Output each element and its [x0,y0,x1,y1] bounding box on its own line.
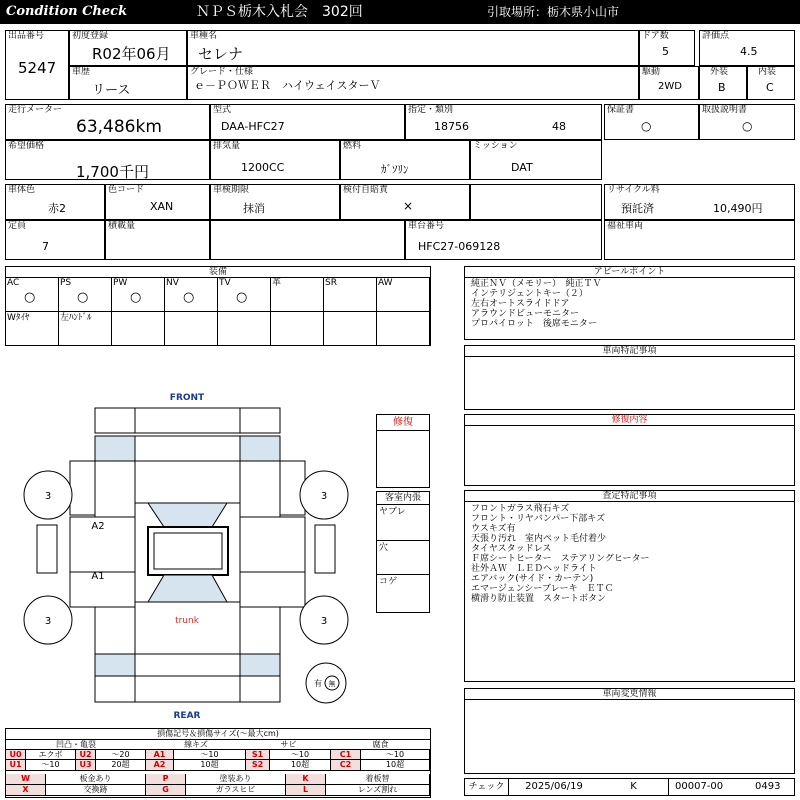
mission-value: DAT [511,161,533,174]
tire-fl-value: 3 [44,491,52,502]
warranty-cell [604,104,699,140]
legend-text: 20超 [96,760,146,770]
legend-code: K [286,774,326,784]
exterior-cell [699,66,747,100]
grade-label: グレード・仕様 [190,67,254,77]
inspection-notes-title: 査定特記事項 [465,491,794,502]
equipment-item-label: PS [60,278,72,288]
blank-cell-1 [470,184,602,220]
inspection-note-line: フロント・リヤバンパー下部キズ [471,514,606,524]
repair-content-panel [464,414,795,486]
legend-corrosion-title: 腐食 [372,740,389,749]
spare-tire-icon: 無 [328,680,336,688]
check-date: 2025/06/19 [525,781,583,792]
legend-text: ～10 [174,750,246,760]
legend-title: 損傷記号＆損傷サイズ(～最大cm) [157,729,279,738]
designation-value2: 48 [552,120,566,133]
recycle-status: 預託済 [621,202,654,215]
blank-cell-2 [210,220,405,260]
equipment-item-value: ○ [24,290,36,305]
color-label: 車体色 [8,185,36,195]
color-code-label: 色コード [108,185,145,195]
equipment-item-3 [112,278,165,312]
legend-text: 交換跡 [46,785,146,795]
color-cell [5,184,105,220]
inspection-note-line: ウスキズ有 [471,524,516,534]
footer-number: 0493 [755,781,781,792]
equipment-item-label: AW [378,278,393,288]
repair-content-title: 修復内容 [465,415,794,426]
welfare-cell [604,220,795,260]
history-cell [69,66,187,100]
fuel-value: ｶﾞｿﾘﾝ [381,163,409,176]
type-label: 型式 [213,105,232,115]
cabin-tear-label: ヤブレ [379,507,406,517]
pickup-location: 引取場所：栃木県小山市 [487,5,620,19]
tire-fr-value: 3 [320,491,328,502]
legend-code: P [146,774,186,784]
appeal-line: 純正ＮＶ（メモリー） 純正ＴＶ [471,279,602,289]
cabin-box [376,491,430,613]
legend-code: U0 [6,750,26,760]
mileage-label: 走行メーター [8,105,63,115]
score-cell [699,30,795,66]
legend-text: 10超 [270,760,331,770]
inspection-note-line: エマージェンシーブレーキ ＥＴＣ [471,584,614,594]
cabin-tear-row [377,505,429,541]
manual-cell [699,104,795,140]
doors-value: 5 [662,45,669,58]
legend-text: ～20 [96,750,146,760]
legend-code: C1 [331,750,361,760]
history-label: 車歴 [72,67,91,77]
appeal-panel [464,266,795,340]
cabin-hole-label: 穴 [379,543,389,553]
capacity-value: 7 [42,240,49,253]
manual-value: ○ [742,119,753,133]
equipment-item-6 [271,278,324,312]
lot-number-cell [5,30,69,100]
doors-cell [639,30,695,66]
equipment-item-label: NV [166,278,179,288]
type-cell [210,104,405,140]
equipment-title: 装備 [6,267,430,278]
chassis-label: 車台番号 [408,221,445,231]
equipment-option-cell [324,312,377,346]
legend-text: ～10 [26,760,76,770]
capacity-label: 定員 [8,221,27,231]
legend-text: エクボ [26,750,76,760]
equipment-item-value: ○ [236,290,248,305]
equipment-item-label: AC [7,278,20,288]
legend-code: U1 [6,760,26,770]
trunk-label: trunk [175,616,199,626]
grade-value: ｅ－ＰＯＷＥＲ ハイウェイスターＶ [194,79,381,92]
fuel-cell [340,140,470,180]
appeal-line: 左右オートスライドドア [471,299,570,309]
first-reg-value: R02年06月 [92,45,171,63]
legend-rust-title: サビ [280,740,297,749]
repair-box [376,414,430,488]
footer-code: 00007-00 [675,781,724,792]
appeal-line: プロパイロット 後席モニター [471,319,597,329]
insurance-value: × [403,199,414,213]
damage-mark-a2: A2 [91,521,105,532]
spare-tire-label: 有 [314,679,322,688]
mileage-cell [5,104,210,140]
tire-rl-value: 3 [44,616,52,627]
score-value: 4.5 [740,45,758,58]
price-label: 希望価格 [8,141,45,151]
cabin-burn-row [377,575,429,612]
legend-code: S2 [246,760,270,770]
equipment-item-5 [218,278,271,312]
doors-label: ドア数 [642,31,669,41]
mission-label: ミッション [473,141,518,151]
designation-cell [405,104,602,140]
equipment-option-cell [218,312,271,346]
legend-text: 塗装あり [186,774,286,784]
lot-label: 出品番号 [8,31,45,41]
drive-cell [639,66,699,100]
displacement-cell [210,140,340,180]
cabin-burn-label: コゲ [379,577,398,587]
equipment-option-label: 左ﾊﾝﾄﾞﾙ [60,313,92,323]
inspection-label: 車検期限 [213,185,250,195]
equipment-item-label: 革 [272,278,282,288]
color-value: 赤2 [48,202,66,215]
grade-cell [187,66,639,100]
repair-title: 修復 [377,415,429,431]
tire-rr-value: 3 [320,616,328,627]
title-left: Condition Check [6,4,128,19]
model-label: 車種名 [190,31,218,41]
legend-code: W [6,774,46,784]
legend-code: U3 [76,760,96,770]
designation-label: 指定・類別 [408,105,454,115]
fuel-label: 燃料 [343,141,362,151]
inspection-note-line: タイヤスタッドレス [471,544,552,554]
check-inspector: K [599,779,669,795]
price-cell [5,140,210,180]
cabin-title: 客室内張 [377,492,429,505]
legend-text: ガラスヒビ [186,785,286,795]
equipment-option-cell [6,312,59,346]
equipment-item-7 [324,278,377,312]
mileage-value: 63,486km [76,117,162,137]
equipment-item-4 [165,278,218,312]
legend-line-title: 線キズ [184,740,208,749]
legend-text: 板金あり [46,774,146,784]
equipment-item-value: ○ [77,290,89,305]
rear-label: REAR [173,711,201,721]
legend-code: A2 [146,760,174,770]
recycle-cell [604,184,795,220]
equipment-option-cell [165,312,218,346]
score-label: 評価点 [702,31,730,41]
color-code-value: XAN [150,200,174,213]
legend-text: レンズ割れ [326,785,430,795]
appeal-title: アピールポイント [465,267,794,278]
first-reg-cell [69,30,187,66]
equipment-item-label: SR [325,278,337,288]
legend-code: L [286,785,326,795]
legend-dent-title: 凹凸・亀裂 [56,740,96,749]
welfare-label: 福祉車両 [607,221,644,231]
legend-text: 着板替 [326,774,430,784]
history-value: リース [92,83,131,98]
lot-value: 5247 [18,59,57,77]
recycle-value: 10,490円 [713,202,763,215]
designation-value1: 18756 [434,120,469,133]
load-label: 積載量 [108,221,136,231]
exterior-value: B [718,81,726,94]
equipment-option-label: Wﾀｲﾔ [7,313,30,323]
front-label: FRONT [169,393,205,403]
cabin-hole-row [377,541,429,575]
legend-panel [5,728,431,798]
manual-label: 取扱説明書 [702,105,748,115]
equipment-item-8 [377,278,430,312]
auction-title: ＮＰＳ栃木入札会 302回 [196,4,363,20]
equipment-option-cell [377,312,430,346]
color-code-cell [105,184,210,220]
legend-code: U2 [76,750,96,760]
warranty-value: ○ [641,119,652,133]
equipment-panel [5,266,431,346]
equipment-option-cell [112,312,165,346]
equipment-item-label: PW [113,278,128,288]
price-value: 1,700千円 [76,163,149,181]
inspection-note-line: Ｆ席シートヒーター ステアリングヒーター [471,554,650,564]
footer-bar [464,778,795,796]
first-reg-label: 初度登録 [72,31,109,41]
appeal-line: アラウンドビューモニター [471,309,580,319]
chassis-cell [405,220,602,260]
change-info-title: 車両変更情報 [465,689,794,700]
damage-mark-a1: A1 [91,571,105,582]
legend-text: ～10 [361,750,430,760]
special-title: 車両特記事項 [465,346,794,357]
appeal-line: インテリジェントキー（２） [471,289,588,299]
capacity-cell [5,220,105,260]
inspection-note-line: 横滑り防止装置 スタートボタン [471,594,607,604]
drive-label: 駆動 [642,67,661,77]
check-label: チェック [465,779,509,795]
special-notes-panel [464,345,795,410]
inspection-cell [210,184,340,220]
change-info-panel [464,688,795,774]
interior-cell [747,66,795,100]
legend-code: S1 [246,750,270,760]
inspection-note-line: フロントガラス飛石キズ [471,504,570,514]
equipment-item-2 [59,278,112,312]
equipment-item-value: ○ [130,290,142,305]
equipment-option-cell [59,312,112,346]
car-diagram [0,385,370,725]
header-bar [0,0,800,24]
recycle-label: リサイクル料 [607,185,660,195]
inspection-note-line: エアバック(サイド・カーテン) [471,574,594,584]
interior-label: 内装 [758,67,777,77]
model-value: セレナ [198,45,244,63]
inspection-notes-panel [464,490,795,682]
equipment-option-cell [271,312,324,346]
equipment-item-label: TV [219,278,231,288]
equipment-item-value: ○ [183,290,195,305]
inspection-note-line: 社外ＡＷ ＬＥＤヘッドライト [471,564,597,574]
load-cell [105,220,210,260]
legend-code: C2 [331,760,361,770]
drive-value: 2WD [658,81,682,92]
legend-text: 10超 [174,760,246,770]
legend-code: G [146,785,186,795]
inspection-value: 抹消 [243,202,265,215]
type-value: DAA-HFC27 [221,120,285,133]
legend-text: 10超 [361,760,430,770]
displacement-label: 排気量 [213,141,241,151]
interior-value: C [766,81,774,94]
equipment-item-1 [6,278,59,312]
warranty-label: 保証書 [607,105,635,115]
model-cell [187,30,639,66]
insurance-label: 検付自賠責 [343,185,389,195]
mission-cell [470,140,602,180]
chassis-value: HFC27-069128 [418,240,501,253]
legend-code: X [6,785,46,795]
legend-text: ～10 [270,750,331,760]
inspection-note-line: 天張り汚れ 室内ペット毛付着少 [471,534,607,544]
insurance-cell [340,184,470,220]
displacement-value: 1200CC [241,161,285,174]
legend-code: A1 [146,750,174,760]
exterior-label: 外装 [710,67,729,77]
